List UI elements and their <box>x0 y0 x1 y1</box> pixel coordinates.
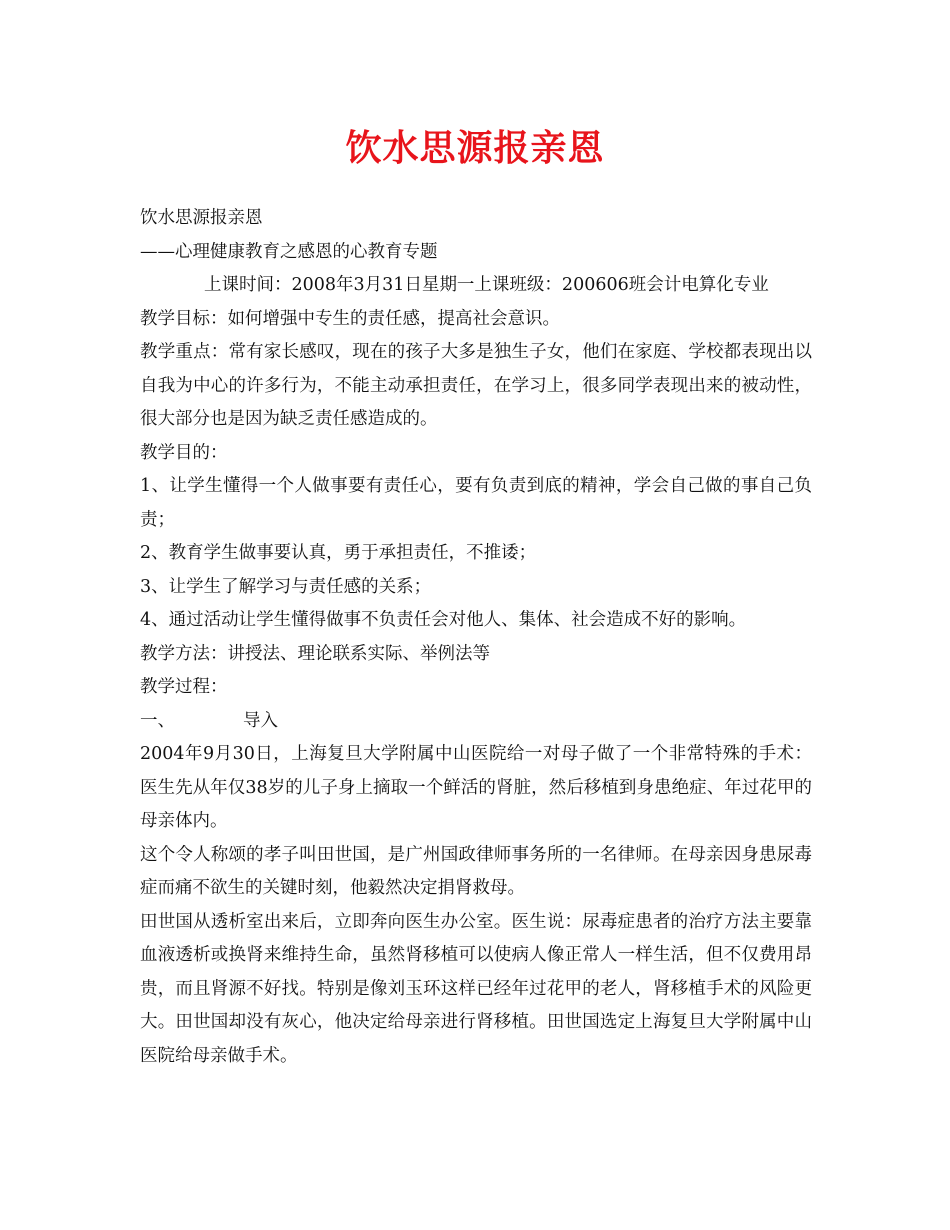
topic-line: ——心理健康教育之感恩的心教育专题 <box>140 241 438 262</box>
paragraph-2: 这个令人称颂的孝子叫田世国，是广州国政律师事务所的一名律师。在母亲因身患尿毒症而痛不欲生的关键时刻，他毅然决定捐肾救母。 <box>140 844 812 898</box>
teaching-goal: 教学目标：如何增强中专生的责任感，提高社会意识。 <box>140 308 560 329</box>
paragraph-1: 2004年9月30日，上海复旦大学附属中山医院给一对母子做了一个非常特殊的手术：医生先从年仅38岁的儿子身上摘取一个鲜活的肾脏，然后移植到身患绝症、年过花甲的母亲体内。 <box>140 744 812 831</box>
section-heading <box>140 705 812 739</box>
process-heading: 教学过程： <box>140 677 228 697</box>
purpose-item-2: 2、教育学生做事要认真，勇于承担责任，不推诿； <box>140 543 537 563</box>
section-title: 导入 <box>243 710 278 731</box>
document-title: 饮水思源报亲恩 <box>345 127 605 169</box>
section-number: 一、 <box>140 710 175 731</box>
paragraph-3: 田世国从透析室出来后，立即奔向医生办公室。医生说：尿毒症患者的治疗方法主要靠血液透析或换肾来维持生命，虽然肾移植可以使病人像正常人一样生活，但不仅费用昂贵，而且肾源不好找。特别是像刘玉环这样已经年过花甲的老人，肾移植手术的风险更大。田世国却没有灰心，他决定给母亲进行肾移植。田世国选定上海复旦大学附属中山医院给母亲做手术。 <box>140 911 812 1066</box>
subtitle: 饮水思源报亲恩 <box>140 208 263 228</box>
purpose-item-4: 4、通过活动让学生懂得做事不负责任会对他人、集体、社会造成不好的影响。 <box>140 610 747 630</box>
class-info: 上课时间：2008年3月31日星期一上课班级：200606班会计电算化专业 <box>204 275 769 295</box>
purpose-heading: 教学目的： <box>140 442 228 463</box>
document-body <box>140 202 812 1073</box>
purpose-item-1: 1、让学生懂得一个人做事要有责任心，要有负责到底的精神，学会自己做的事自己负责； <box>140 476 812 530</box>
purpose-item-3: 3、让学生了解学习与责任感的关系； <box>140 576 432 597</box>
teaching-focus: 教学重点：常有家长感叹，现在的孩子大多是独生子女，他们在家庭、学校都表现出以自我为中心的许多行为，不能主动承担责任，在学习上，很多同学表现出来的被动性，很大部分也是因为缺乏责任感造成的。 <box>140 342 812 429</box>
teaching-method: 教学方法：讲授法、理论联系实际、举例法等 <box>140 643 490 664</box>
